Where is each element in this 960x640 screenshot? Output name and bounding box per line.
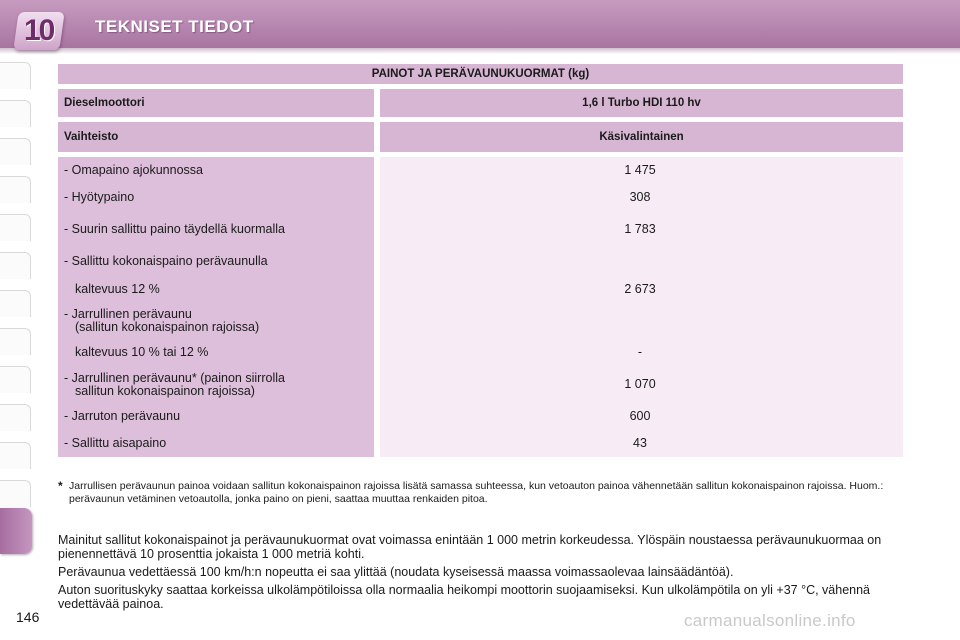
side-tab[interactable]	[0, 442, 31, 469]
side-tab-active[interactable]	[0, 508, 32, 554]
paragraph-speed: Perävaunua vedettäessä 100 km/h:n nopeutta ei saa ylittää (noudata kyseisessä maassa voimassaolevaa lainsäädäntöä).	[58, 565, 734, 579]
side-tab[interactable]	[0, 290, 31, 317]
paragraph-temperature: Auton suorituskyky saattaa korkeissa ulkolämpötiloissa olla normaalia heikompi moottorin suojaamiseksi. Kun ulkolämpötila on yli +37 °C, vähennä vedettävää painoa.	[58, 583, 871, 611]
row-value-braked-trailer-transfer: 1 070	[624, 377, 656, 391]
row-label-slope-10-12: kaltevuus 10 % tai 12 %	[75, 345, 209, 359]
row-label-unbraked-trailer: - Jarruton perävaunu	[64, 409, 181, 423]
row-value-curb-weight: 1 475	[624, 163, 656, 177]
side-tab[interactable]	[0, 138, 31, 165]
side-tab[interactable]	[0, 404, 31, 431]
row-label-gross-train-weight: - Sallittu kokonaispaino perävaunulla	[64, 254, 268, 268]
side-tab[interactable]	[0, 176, 31, 203]
side-tab[interactable]	[0, 214, 31, 241]
row-label-payload: - Hyötypaino	[64, 190, 135, 204]
row-label-nose-weight: - Sallittu aisapaino	[64, 436, 167, 450]
gearbox-label-cell	[58, 122, 374, 152]
row-value-slope-10-12: -	[637, 345, 643, 359]
footnote-marker: *	[58, 479, 63, 493]
row-value-max-weight: 1 783	[624, 222, 656, 236]
row-label-braked-trailer-transfer-note: sallitun kokonaispainon rajoissa)	[75, 384, 255, 398]
row-value-payload: 308	[629, 190, 651, 204]
gearbox-value-cell	[380, 122, 903, 152]
side-tab[interactable]	[0, 328, 31, 355]
row-value-unbraked-trailer: 600	[629, 409, 651, 423]
row-label-braked-trailer-transfer: - Jarrullinen perävaunu* (painon siirrolla	[64, 371, 285, 385]
row-label-max-weight: - Suurin sallittu paino täydellä kuormalla	[64, 222, 285, 236]
engine-label-cell	[58, 89, 374, 117]
page-title: TEKNISET TIEDOT	[95, 17, 254, 36]
side-tab[interactable]	[0, 62, 31, 89]
paragraph-altitude: Mainitut sallitut kokonaispainot ja perävaunukuormat ovat voimassa enintään 1 000 metrin korkeudessa. Ylöspäin noustaessa perävaunukuormaa on pienennettävä 10 prosenttia jokaista 1 000 metriä kohti.	[58, 533, 882, 561]
row-label-braked-trailer-note: (sallitun kokonaispainon rajoissa)	[75, 320, 260, 334]
side-tab[interactable]	[0, 366, 31, 393]
side-tab[interactable]	[0, 252, 31, 279]
side-tabs	[0, 62, 34, 532]
row-value-nose-weight: 43	[633, 436, 647, 450]
side-tab[interactable]	[0, 100, 31, 127]
chapter-badge	[13, 12, 64, 50]
gearbox-value: Käsivalintainen	[599, 131, 684, 143]
header-shadow	[0, 48, 960, 54]
row-label-curb-weight: - Omapaino ajokunnossa	[64, 163, 203, 177]
watermark: carmanualsonline.info	[684, 611, 856, 630]
engine-value-cell	[380, 89, 903, 117]
row-label-braked-trailer: - Jarrullinen perävaunu	[64, 307, 192, 321]
footnote	[58, 480, 908, 506]
chapter-number: 10	[24, 14, 54, 47]
table-title: PAINOT JA PERÄVAUNUKUORMAT (kg)	[58, 64, 903, 84]
engine-value: 1,6 l Turbo HDI 110 hv	[582, 97, 701, 109]
row-value-slope-12: 2 673	[624, 282, 656, 296]
page-number: 146	[16, 609, 40, 625]
row-label-slope-12: kaltevuus 12 %	[75, 282, 160, 296]
footnote-text: Jarrullisen perävaunun painoa voidaan sallitun kokonaispainon rajoissa lisätä samassa suhteessa, kun vetoauton painoa vähennetään sallitun kokonaispainon rajoissa. Huom.: perävaunun vetäminen vetoautolla, jonka paino on pieni, saattaa muuttaa renkaiden pitoa.	[69, 480, 884, 505]
gearbox-label: Vaihteisto	[64, 131, 119, 143]
side-tab[interactable]	[0, 480, 31, 507]
engine-label: Dieselmoottori	[64, 97, 145, 109]
